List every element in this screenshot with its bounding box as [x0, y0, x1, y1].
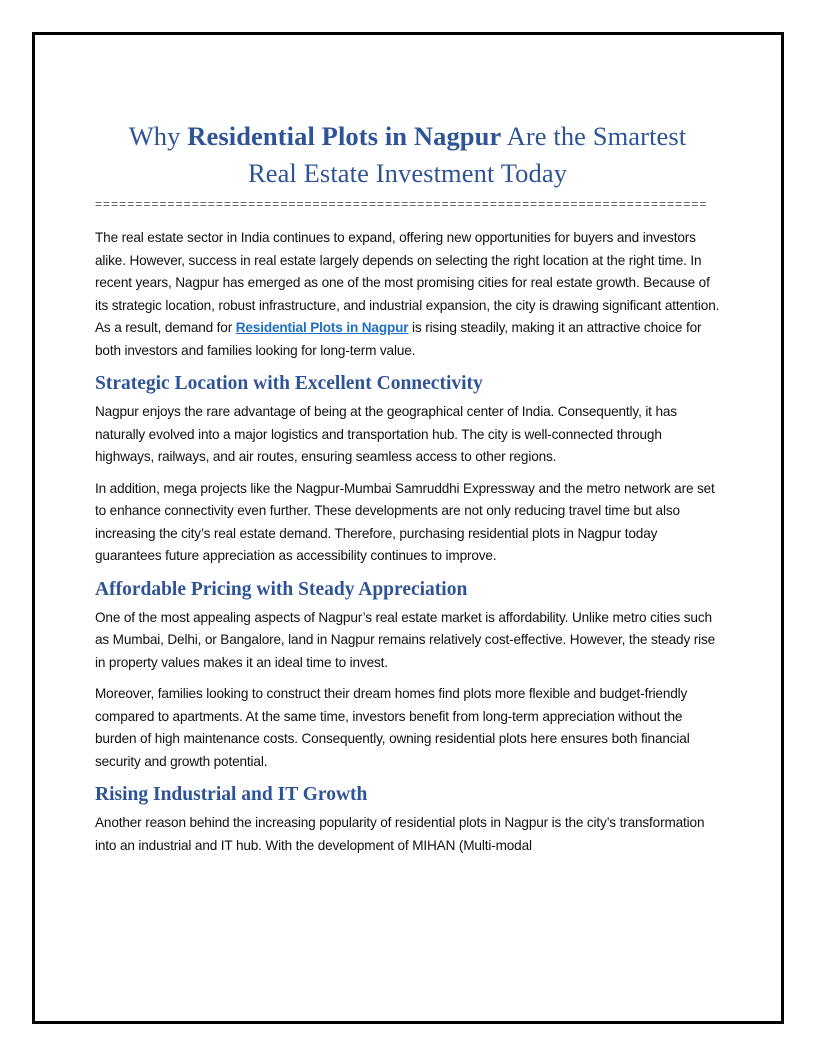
- intro-text-before-link: The real estate sector in India continues to expand, offering new opportunities for buyers and investors alike. However, success in real estate largely depends on selecting the right location at the right time. In recent years, Nagpur has emerged as one of the most promising cities for real estate growth. Because of its strategic location, robust infrastructure, and industrial expansion, the city is drawing significant attention. As a result, demand for: [95, 230, 720, 335]
- paragraph: Nagpur enjoys the rare advantage of being at the geographical center of India. Consequently, it has naturally evolved into a major logistics and transportation hub. The city is well-connected through highways, railways, and air routes, ensuring seamless access to other regions.: [95, 404, 677, 464]
- intro-paragraph: [95, 227, 720, 362]
- residential-plots-link[interactable]: Residential Plots in Nagpur: [235, 320, 409, 335]
- document-body: [95, 118, 720, 857]
- paragraph: Moreover, families looking to construct their dream homes find plots more flexible and budget-friendly compared to apartments. At the same time, investors benefit from long-term appreciation without the burden of high maintenance costs. Consequently, owning residential plots here ensures both financial security and growth potential.: [95, 686, 690, 769]
- title-line-2: Real Estate Investment Today: [247, 158, 568, 188]
- paragraph: One of the most appealing aspects of Nagpur’s real estate market is affordability. Unlike metro cities such as Mumbai, Delhi, or Bangalore, land in Nagpur remains relatively cost-effective. However, the steady rise in property values makes it an ideal time to invest.: [95, 609, 716, 670]
- section-heading-strategic-location: Strategic Location with Excellent Connectivity: [95, 373, 483, 394]
- separator-line: ============================================================================: [95, 197, 708, 211]
- section-heading-industrial-growth: Rising Industrial and IT Growth: [95, 784, 368, 805]
- title-suffix: Are the Smartest: [501, 121, 687, 151]
- title-keyword: Residential Plots in Nagpur: [187, 121, 502, 151]
- intro-text-after-link: is rising steadily, making it an attractive choice for both investors and families looking for long-term value.: [95, 320, 702, 358]
- section-heading-affordable-pricing: Affordable Pricing with Steady Appreciation: [95, 578, 468, 600]
- paragraph: In addition, mega projects like the Nagpur-Mumbai Samruddhi Expressway and the metro network are set to enhance connectivity even further. These developments are not only reducing travel time but also increasing the city’s real estate demand. Therefore, purchasing residential plots in Nagpur today guarantees future appreciation as accessibility continues to improve.: [95, 480, 715, 563]
- title-prefix: Why: [128, 121, 188, 151]
- document-title: [95, 118, 720, 192]
- paragraph: Another reason behind the increasing popularity of residential plots in Nagpur is the city’s transformation into an industrial and IT hub. With the development of MIHAN (Multi-modal: [95, 815, 705, 853]
